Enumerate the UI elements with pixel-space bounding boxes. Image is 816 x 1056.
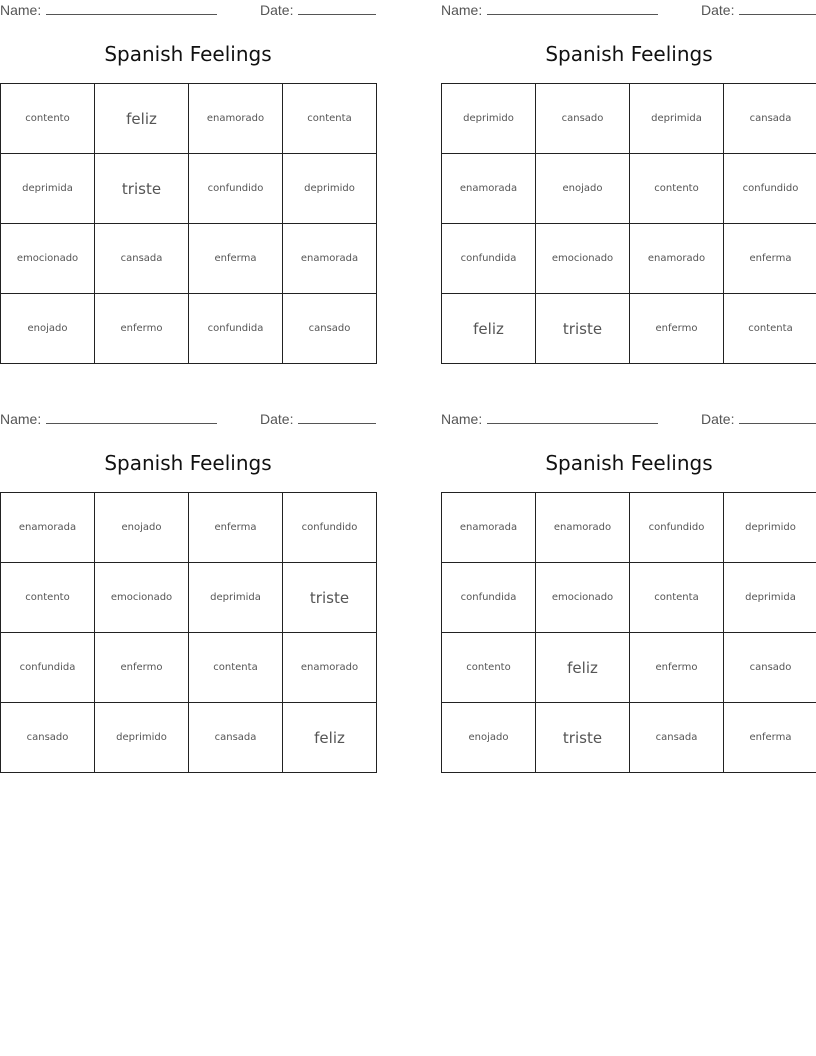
date-blank-line [298, 411, 376, 424]
grid-cell: contento [1, 563, 95, 633]
grid-cell: confundido [189, 154, 283, 224]
grid-cell: triste [536, 294, 630, 364]
grid-cell: contento [442, 633, 536, 703]
grid-row [442, 703, 816, 773]
grid-cell: enojado [1, 294, 95, 364]
name-blank-line [487, 2, 658, 15]
grid-row [1, 84, 377, 154]
grid-row [442, 493, 816, 563]
bingo-grid [0, 83, 377, 364]
grid-row [442, 224, 816, 294]
date-field [260, 411, 376, 427]
name-field [441, 2, 658, 18]
grid-cell: deprimido [95, 703, 189, 773]
name-field [0, 2, 217, 18]
date-label: Date: [260, 411, 294, 427]
grid-cell: emocionado [536, 563, 630, 633]
grid-cell: cansada [724, 84, 816, 154]
grid-cell: cansada [95, 224, 189, 294]
grid-cell: cansado [283, 294, 377, 364]
date-label: Date: [260, 2, 294, 18]
grid-cell: confundida [189, 294, 283, 364]
grid-cell: contenta [189, 633, 283, 703]
name-label: Name: [441, 2, 483, 18]
grid-row [442, 563, 816, 633]
grid-cell: feliz [442, 294, 536, 364]
header-fields [0, 411, 376, 429]
grid-cell: enamorado [630, 224, 724, 294]
bingo-card-1 [0, 0, 376, 360]
grid-cell: enamorada [283, 224, 377, 294]
grid-row [1, 294, 377, 364]
grid-cell: deprimida [724, 563, 816, 633]
grid-cell: enojado [95, 493, 189, 563]
grid-row [1, 493, 377, 563]
grid-cell: triste [536, 703, 630, 773]
date-blank-line [298, 2, 376, 15]
header-fields [0, 2, 376, 20]
grid-row [1, 154, 377, 224]
date-field [701, 411, 816, 427]
grid-cell: enferma [189, 493, 283, 563]
grid-cell: confundida [442, 563, 536, 633]
grid-cell: enamorado [189, 84, 283, 154]
grid-cell: feliz [95, 84, 189, 154]
grid-cell: enojado [442, 703, 536, 773]
grid-row [1, 633, 377, 703]
date-blank-line [739, 411, 816, 424]
grid-cell: enamorado [536, 493, 630, 563]
name-label: Name: [0, 2, 42, 18]
grid-cell: confundida [1, 633, 95, 703]
bingo-grid [0, 492, 377, 773]
grid-cell: enferma [724, 703, 816, 773]
date-label: Date: [701, 411, 735, 427]
grid-cell: confundido [283, 493, 377, 563]
grid-cell: enamorada [1, 493, 95, 563]
card-title: Spanish Feelings [104, 451, 272, 475]
grid-row [442, 294, 816, 364]
grid-cell: deprimido [442, 84, 536, 154]
grid-cell: contenta [283, 84, 377, 154]
grid-cell: cansado [724, 633, 816, 703]
bingo-card-2 [441, 0, 816, 360]
grid-cell: cansado [1, 703, 95, 773]
grid-cell: enferma [724, 224, 816, 294]
name-field [0, 411, 217, 427]
grid-cell: enojado [536, 154, 630, 224]
grid-cell: enfermo [95, 633, 189, 703]
header-fields [441, 2, 816, 20]
grid-cell: deprimido [283, 154, 377, 224]
name-blank-line [46, 411, 217, 424]
grid-cell: deprimida [189, 563, 283, 633]
date-blank-line [739, 2, 816, 15]
grid-cell: contento [630, 154, 724, 224]
grid-cell: enfermo [630, 294, 724, 364]
grid-cell: enfermo [95, 294, 189, 364]
grid-cell: deprimida [1, 154, 95, 224]
grid-cell: enfermo [630, 633, 724, 703]
date-label: Date: [701, 2, 735, 18]
grid-cell: triste [283, 563, 377, 633]
grid-cell: cansada [189, 703, 283, 773]
name-label: Name: [441, 411, 483, 427]
grid-row [1, 703, 377, 773]
bingo-card-3 [0, 409, 376, 769]
grid-cell: confundido [724, 154, 816, 224]
grid-cell: contento [1, 84, 95, 154]
name-label: Name: [0, 411, 42, 427]
grid-row [442, 84, 816, 154]
grid-cell: emocionado [95, 563, 189, 633]
card-title: Spanish Feelings [104, 42, 272, 66]
bingo-grid [441, 83, 816, 364]
card-title: Spanish Feelings [545, 451, 713, 475]
grid-cell: contenta [724, 294, 816, 364]
grid-cell: confundido [630, 493, 724, 563]
grid-cell: cansada [630, 703, 724, 773]
grid-cell: feliz [283, 703, 377, 773]
grid-row [1, 563, 377, 633]
header-fields [441, 411, 816, 429]
grid-cell: confundida [442, 224, 536, 294]
bingo-card-4 [441, 409, 816, 769]
card-title: Spanish Feelings [545, 42, 713, 66]
grid-row [1, 224, 377, 294]
date-field [701, 2, 816, 18]
grid-cell: enamorada [442, 154, 536, 224]
grid-cell: emocionado [1, 224, 95, 294]
grid-cell: cansado [536, 84, 630, 154]
grid-cell: enamorada [442, 493, 536, 563]
date-field [260, 2, 376, 18]
grid-cell: triste [95, 154, 189, 224]
grid-cell: deprimida [630, 84, 724, 154]
grid-row [442, 633, 816, 703]
bingo-grid [441, 492, 816, 773]
name-blank-line [487, 411, 658, 424]
grid-cell: feliz [536, 633, 630, 703]
grid-cell: enamorado [283, 633, 377, 703]
grid-cell: deprimido [724, 493, 816, 563]
name-blank-line [46, 2, 217, 15]
grid-cell: enferma [189, 224, 283, 294]
grid-cell: contenta [630, 563, 724, 633]
grid-cell: emocionado [536, 224, 630, 294]
grid-row [442, 154, 816, 224]
name-field [441, 411, 658, 427]
